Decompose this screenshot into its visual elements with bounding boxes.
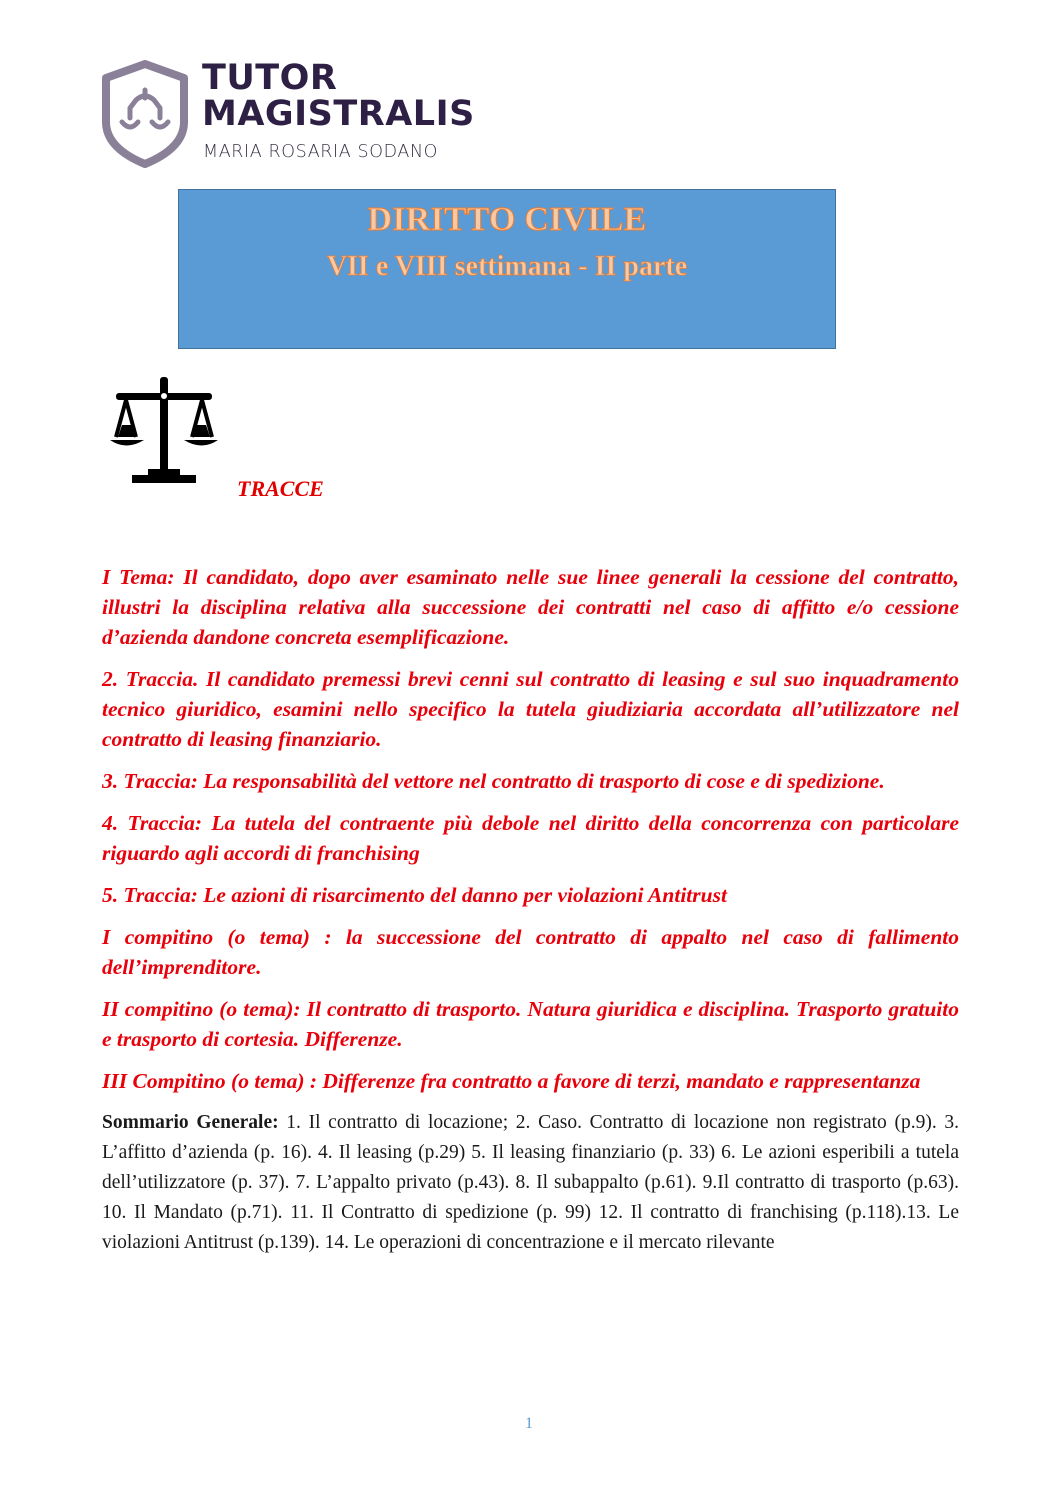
logo-title-line2: MAGISTRALIS bbox=[202, 94, 475, 134]
trace-item: 3. Traccia: La responsabilità del vettore nel contratto di trasporto di cose e di spedizione. bbox=[102, 769, 885, 793]
balance-scale-icon bbox=[108, 375, 220, 487]
trace-item: 4. Traccia: La tutela del contraente più debole nel diritto della concorrenza con particolare riguardo agli accordi di franchising bbox=[102, 811, 959, 865]
title-banner bbox=[178, 189, 836, 349]
logo-subtitle: MARIA ROSARIA SODANO bbox=[203, 142, 439, 162]
banner-title: DIRITTO CIVILE bbox=[367, 201, 647, 238]
banner-subtitle: VII e VIII settimana - II parte bbox=[326, 251, 688, 282]
section-heading: TRACCE bbox=[237, 476, 324, 501]
trace-item: 2. Traccia. Il candidato premessi brevi cenni sul contratto di leasing e sul suo inquadramento tecnico giuridico, esamini nello specifico la tutela giudiziaria accordata all’utilizzatore nel contratto di leasing finanziario. bbox=[102, 667, 959, 751]
logo-title bbox=[202, 60, 475, 132]
document-body bbox=[102, 562, 959, 1258]
logo-title-line1: TUTOR bbox=[202, 58, 338, 98]
summary bbox=[102, 1108, 959, 1258]
trace-item: III Compitino (o tema) : Differenze fra contratto a favore di terzi, mandato e rappresentanza bbox=[102, 1069, 921, 1093]
logo bbox=[100, 60, 500, 170]
page-number: 1 bbox=[525, 1415, 533, 1432]
summary-text: 1. Il contratto di locazione; 2. Caso. Contratto di locazione non registrato (p.9). 3. L’affitto d’azienda (p. 16). 4. Il leasing (p.29) 5. Il leasing finanziario (p. 33) 6. Le azioni esperibili a tutela dell’utilizzatore (p. 37). 7. L’appalto privato (p.43). 8. Il subappalto (p.61). 9.Il contratto di trasporto (p.63). 10. Il Mandato (p.71). 11. Il Contratto di spedizione (p. 99) 12. Il contratto di franchising (p.118).13. Le violazioni Antitrust (p.139). 14. Le operazioni di concentrazione e il mercato rilevante bbox=[102, 1112, 959, 1253]
trace-item: I Tema: Il candidato, dopo aver esaminato nelle sue linee generali la cessione del contratto, illustri la disciplina relativa alla successione dei contratti nel caso di affitto e/o cessione d’azienda dandone concreta esemplificazione. bbox=[102, 565, 959, 649]
trace-item: II compitino (o tema): Il contratto di trasporto. Natura giuridica e disciplina. Trasporto gratuito e trasporto di cortesia. Differenze. bbox=[102, 997, 959, 1051]
trace-item: I compitino (o tema) : la successione del contratto di appalto nel caso di fallimento dell’imprenditore. bbox=[102, 925, 959, 979]
shield-logo-icon bbox=[100, 60, 190, 168]
summary-label: Sommario Generale: bbox=[102, 1112, 279, 1133]
trace-item: 5. Traccia: Le azioni di risarcimento del danno per violazioni Antitrust bbox=[102, 883, 727, 907]
